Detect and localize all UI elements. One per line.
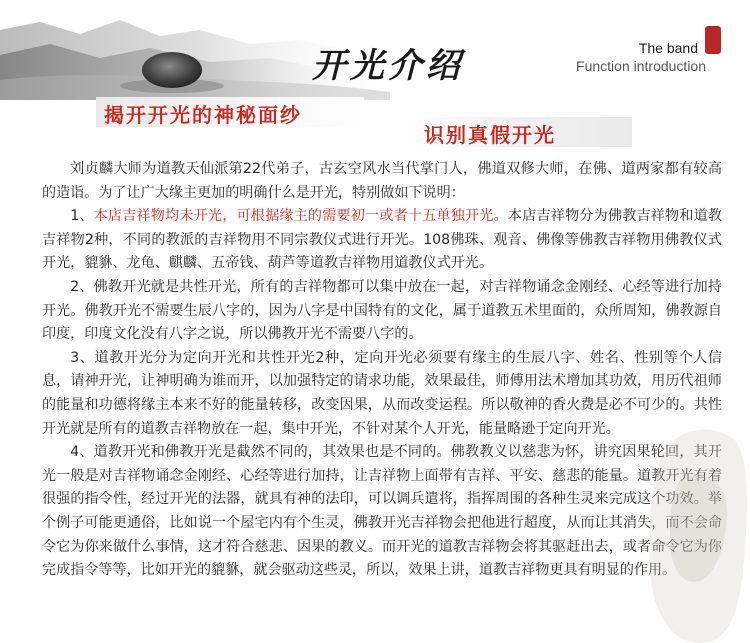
- paragraph-1-text: 本店吉祥物分为佛教吉祥物和道教吉祥物2种，不同的教派的吉祥物用不同宗教仪式进行开光。108佛珠、观音、佛像等佛教吉祥物用佛教仪式开光，貔貅、龙龟、麒麟、五帝钱、葫芦等道教吉祥物用道教仪式开光。: [42, 208, 723, 272]
- page-title: 开光介绍: [312, 46, 464, 86]
- paragraph-2: 2、佛教开光就是共性开光，所有的吉祥物都可以集中放在一起，对吉祥物诵念金刚经、心经等进行加持开光。佛教开光不需要生辰八字的，因为八字是中国特有的文化，属于道教五术里面的，众所周知，佛教源自印度，印度文化没有八字之说，所以佛教开光不需要八字的。: [42, 278, 722, 343]
- banner-authenticity-label: 识别真假开光: [424, 123, 556, 147]
- banner-mystery-label: 揭开开光的神秘面纱: [104, 103, 302, 127]
- paragraph-4: 4、道教开光和佛教开光是截然不同的，其效果也是不同的。佛教教义以慈悲为怀，讲究因果轮回，其开光一般是对吉祥物诵念金刚经、心经等进行加持，让吉祥物上面带有吉祥、平安、慈悲的能量。道教开光有着很强的指令性，经过开光的法器，就具有神的法印，可以调兵遣将，指挥周围的各种生灵来完成这个功效。举个例子可能更通俗，比如说一个屋宅内有个生灵，佛教开光吉祥物会把他进行超度，从而让其消失，而不会命令它为你来做什么事情，这才符合慈悲、因果的教义。而开光的道教吉祥物会将其驱赶出去，或者命令它为你完成指令等等，比如开光的貔貅，就会驱动这些灵，所以，效果上讲，道教吉祥物更具有明显的作用。: [42, 444, 722, 579]
- paragraph-1: [42, 205, 722, 276]
- paragraph-intro: 刘贞麟大师为道教天仙派第22代弟子，古玄空风水当代掌门人，佛道双修大师，在佛、道两家都有较高的造诣。为了让广大缘主更加的明确什么是开光，特别做如下说明：: [42, 161, 722, 201]
- paragraph-1-number: 1、: [70, 208, 94, 225]
- title-english: The band: [638, 40, 698, 56]
- article-body: [42, 158, 722, 583]
- paragraph-3: 3、道教开光分为定向开光和共性开光2种，定向开光必须要有缘主的生辰八字、姓名、性别等个人信息，请神开光，让神明确为谁而开，以加强特定的请求功能，效果最佳，师傅用法术增加其功效，用历代祖师的能量和功德将缘主本来不好的能量转移，改变因果，从而改变运程。所以敬神的香火费是必不可少的。共性开光就是所有的道教吉祥物放在一起，集中开光，不针对某个人开光，能量略逊于定向开光。: [42, 349, 722, 437]
- red-seal-icon: [705, 26, 721, 54]
- subtitle-english: Function introduction: [576, 58, 706, 74]
- stone-icon: [142, 52, 202, 88]
- header: [0, 0, 750, 100]
- paragraph-1-highlight: 本店吉祥物均未开光，可根据缘主的需要初一或者十五单独开光。: [93, 208, 508, 225]
- banner-mystery: [96, 97, 364, 127]
- banner-authenticity: [412, 117, 632, 147]
